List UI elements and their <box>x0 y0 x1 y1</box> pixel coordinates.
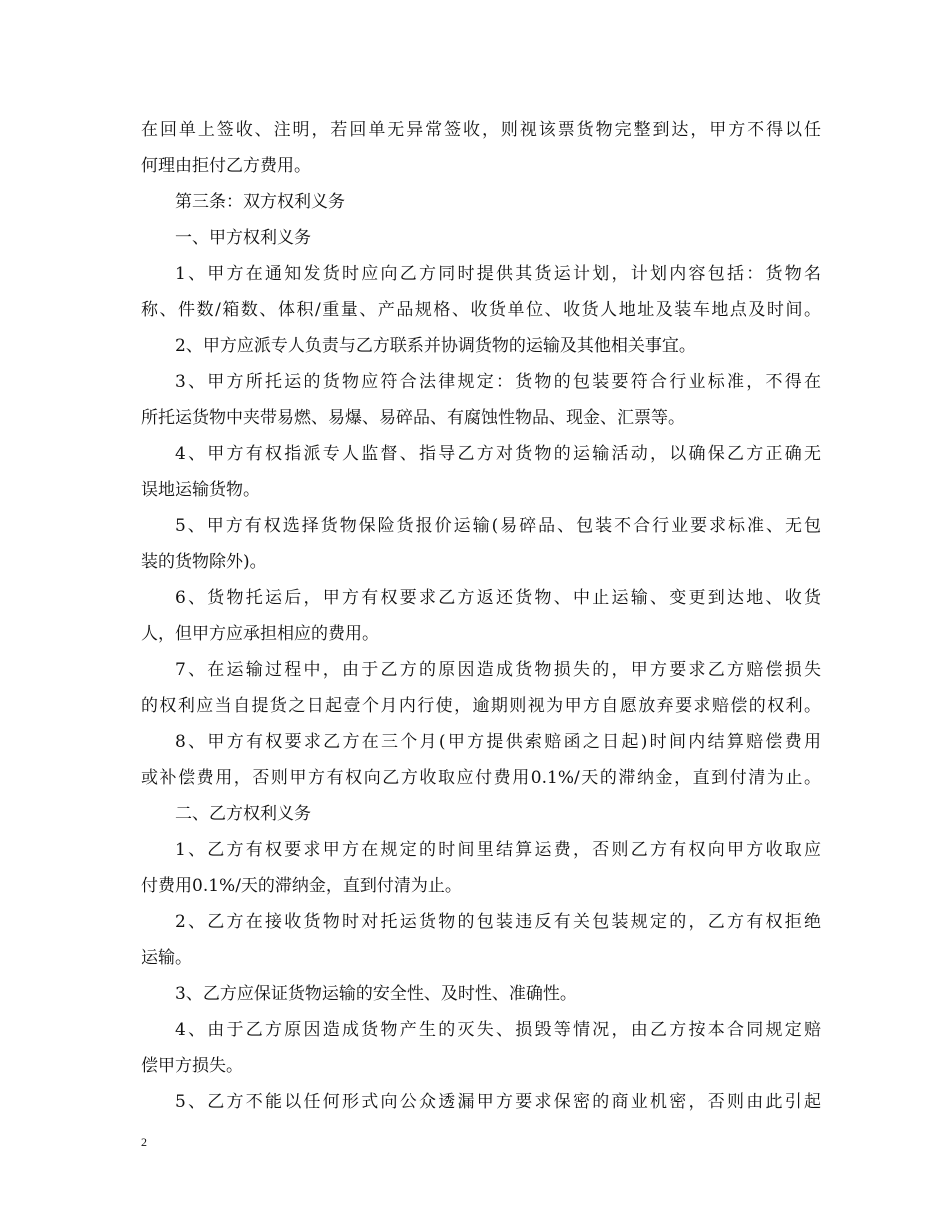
text-line: 8、甲方有权要求乙方在三个月(甲方提供索赔函之日起)时间内结算赔偿费用 <box>175 732 821 752</box>
text-line: 偿甲方损失。 <box>141 1056 243 1076</box>
text-line: 装的货物除外)。 <box>141 552 267 572</box>
text-line: 1、乙方有权要求甲方在规定的时间里结算运费，否则乙方有权向甲方收取应 <box>175 840 821 860</box>
text-line: 运输。 <box>141 948 192 968</box>
text-line: 1、甲方在通知发货时应向乙方同时提供其货运计划，计划内容包括：货物名 <box>175 264 821 284</box>
subsection-heading: 一、甲方权利义务 <box>175 228 311 248</box>
text-line: 付费用0.1%/天的滞纳金，直到付清为止。 <box>141 876 462 896</box>
text-line: 所托运货物中夹带易燃、易爆、易碎品、有腐蚀性物品、现金、汇票等。 <box>141 408 685 428</box>
text-line: 5、乙方不能以任何形式向公众透漏甲方要求保密的商业机密，否则由此引起 <box>175 1092 821 1112</box>
page-number: 2 <box>141 1135 147 1149</box>
text-line: 称、件数/箱数、体积/重量、产品规格、收货单位、收货人地址及装车地点及时间。 <box>141 300 821 320</box>
text-line: 或补偿费用，否则甲方有权向乙方收取应付费用0.1%/天的滞纳金，直到付清为止。 <box>141 768 821 788</box>
subsection-heading: 二、乙方权利义务 <box>175 804 311 824</box>
section-heading: 第三条：双方权利义务 <box>175 192 345 212</box>
text-line: 何理由拒付乙方费用。 <box>141 156 311 176</box>
text-line: 4、甲方有权指派专人监督、指导乙方对货物的运输活动，以确保乙方正确无 <box>175 444 821 464</box>
text-line: 2、乙方在接收货物时对托运货物的包装违反有关包装规定的，乙方有权拒绝 <box>175 912 821 932</box>
text-line: 4、由于乙方原因造成货物产生的灭失、损毁等情况，由乙方按本合同规定赔 <box>175 1020 821 1040</box>
text-line: 在回单上签收、注明，若回单无异常签收，则视该票货物完整到达，甲方不得以任 <box>141 120 821 140</box>
text-line: 5、甲方有权选择货物保险货报价运输(易碎品、包装不合行业要求标准、无包 <box>175 516 821 536</box>
text-line: 3、乙方应保证货物运输的安全性、及时性、准确性。 <box>175 984 577 1004</box>
text-line: 误地运输货物。 <box>141 480 260 500</box>
text-line: 3、甲方所托运的货物应符合法律规定：货物的包装要符合行业标准，不得在 <box>175 372 821 392</box>
text-line: 7、在运输过程中，由于乙方的原因造成货物损失的，甲方要求乙方赔偿损失 <box>175 660 821 680</box>
text-line: 2、甲方应派专人负责与乙方联系并协调货物的运输及其他相关事宜。 <box>175 336 696 356</box>
text-line: 的权利应当自提货之日起壹个月内行使，逾期则视为甲方自愿放弃要求赔偿的权利。 <box>141 696 821 716</box>
text-line: 6、货物托运后，甲方有权要求乙方返还货物、中止运输、变更到达地、收货 <box>175 588 821 608</box>
text-line: 人，但甲方应承担相应的费用。 <box>141 624 379 644</box>
